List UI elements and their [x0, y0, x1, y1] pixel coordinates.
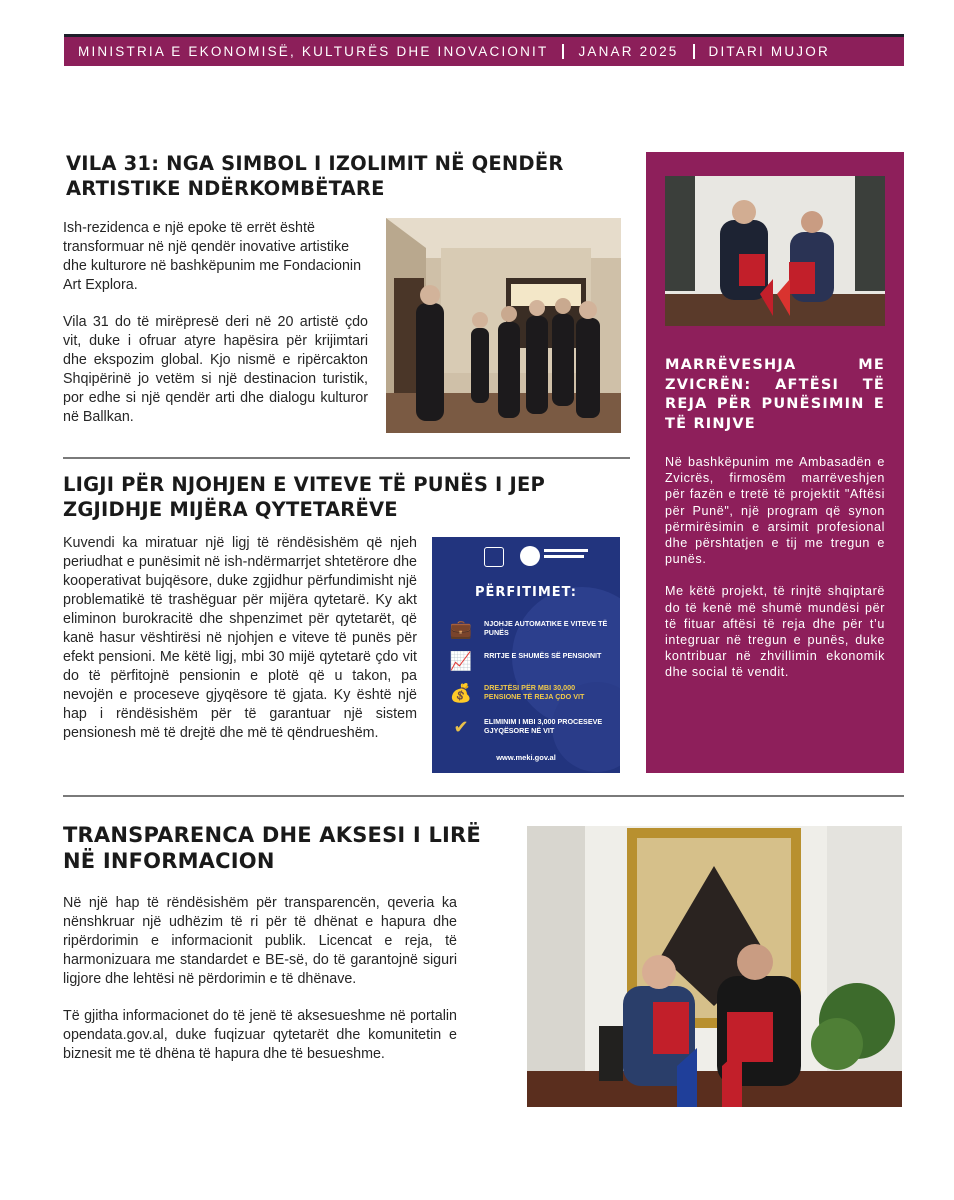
benefit-item [448, 681, 608, 709]
sidebar-switzerland-agreement [646, 152, 904, 773]
paragraph: Vila 31 do të mirëpresë deri në 20 artistë çdo vit, duke i ofruar atyre hapësira për krijimtari dhe ekspozim global. Kjo nismë e ripërcakton Shqipërinë jo vetëm si një destinacion turistik, por edhe si një qendër arti dhe dialogu kulturor në Ballkan. [63, 314, 368, 425]
page-header-band [64, 34, 904, 66]
checkmark-icon: ✔ [453, 717, 469, 737]
paragraph: Në një hap të rëndësishëm për transparencën, qeveria ka nënshkruar një udhëzim të ri për të dhënat e hapura dhe ripërdorimin e informacionit publik. Licencat e reja, të harmonizuara me standardet e BE-së, do të garantojnë siguri ligjore dhe lehtësi në përdorimin e të dhënave. [63, 895, 457, 987]
article-vila-body [63, 219, 368, 445]
article-title-line: ZGJIDHJE MIJËRA QYTETARËVE [63, 498, 398, 521]
sidebar-body [665, 454, 885, 697]
article-law-body [63, 534, 417, 761]
article-transparency-body [63, 894, 457, 1082]
benefit-label: RRITJE E SHUMËS SË PENSIONIT [484, 651, 602, 660]
header-divider [562, 44, 564, 59]
benefit-label: DREJTËSI PËR MBI 30,000 PENSIONE TË REJA ÇDO VIT [484, 683, 585, 701]
vila-31-photo [386, 218, 621, 433]
paragraph: Në bashkëpunim me Ambasadën e Zvicrës, firmosëm marrëveshjen për fazën e tretë të projektit "Aftësi për Punë", një program që synon përmirësimin e arsimit profesional dhe përshtatjen e tij me tregun e punës. [665, 455, 885, 567]
paragraph: Të gjitha informacionet do të jenë të aksesueshme në portalin opendata.gov.al, duke fuqizuar qytetarët dhe komunitetin e biznesit me të dhëna të hapura dhe të besueshme. [63, 1008, 457, 1062]
growth-chart-icon: 📈 [449, 651, 473, 671]
benefit-item [448, 649, 608, 677]
government-emblem-icon [484, 547, 504, 567]
coins-icon: 💰 [449, 683, 473, 703]
ministry-logo-text-mark [544, 555, 584, 558]
article-law-title [63, 472, 633, 522]
issue-date: JANAR 2025 [578, 44, 679, 59]
open-data-signing-photo [527, 826, 902, 1107]
infographic-title: PËRFITIMET: [474, 585, 577, 600]
benefit-item [448, 715, 608, 743]
paragraph: Me këtë projekt, të rinjtë shqiptarë do të kenë më shumë mundësi për të fituar aftësi të reja dhe për t’u integruar në tregun e punës, duke kontribuar në zhvillimin ekonomik dhe social të vendit. [665, 584, 885, 680]
benefits-infographic [432, 537, 620, 773]
article-title-line: ARTISTIKE NDËRKOMBËTARE [66, 177, 385, 200]
agreement-signing-photo [665, 176, 885, 326]
sidebar-title: MARRËVESHJA ME ZVICRËN: AFTËSI TË REJA PËR PUNËSIMIN E TË RINJVE [665, 357, 885, 432]
article-vila-title [66, 151, 626, 201]
benefit-label: NJOHJE AUTOMATIKE E VITEVE TË PUNËS [484, 619, 608, 637]
infographic-website: www.meki.gov.al [496, 753, 556, 762]
benefit-item [448, 617, 608, 645]
article-title-line: TRANSPARENCA DHE AKSESI I LIRË [63, 823, 481, 847]
benefit-label: ELIMINIM I MBI 3,000 PROCESEVE GJYQËSORE NË VIT [484, 717, 603, 735]
article-transparency-title [63, 822, 503, 874]
ministry-logo-text-mark [544, 549, 588, 552]
section-divider [63, 795, 904, 797]
article-title-line: LIGJI PËR NJOHJEN E VITEVE TË PUNËS I JEP [63, 473, 545, 496]
paragraph: Kuvendi ka miratuar një ligj të rëndësishëm që njeh periudhat e punësimit në ish-ndërmarrjet shtetërore dhe kooperativat bujqësore, duke zgjidhur përfundimisht një problematikë të trashëguar për mijëra qytetarë. Ky akt eliminon burokracitë dhe shpenzimet për qytetarët, që kanë hasur vështirësi në njohjen e viteve të punës për efekt pensioni. Me këtë ligj, mbi 30 mijë qytetarë çdo vit do të përfitojnë pensionin e plotë që u takon, pa nevojën e proceseve gjyqësore të gjata. Ky është një hap i rëndësishëm për të garantuar një sistem pensionesh më të drejtë dhe më të qëndrueshëm. [63, 535, 417, 741]
article-title-line: NË INFORMACION [63, 849, 275, 873]
briefcase-icon: 💼 [449, 619, 473, 639]
header-divider [693, 44, 695, 59]
section-divider [63, 457, 630, 459]
ministry-name: MINISTRIA E EKONOMISË, KULTURËS DHE INOVACIONIT [78, 44, 549, 59]
paragraph: Ish-rezidenca e një epoke të errët është transformuar në një qendër inovative artistike dhe kulturore në bashkëpunim me Fondacionin Art Explora. [63, 220, 362, 293]
ministry-logo-icon [520, 546, 540, 566]
article-title-line: VILA 31: NGA SIMBOL I IZOLIMIT NË QENDËR [66, 152, 564, 175]
publication-name: DITARI MUJOR [708, 44, 830, 59]
